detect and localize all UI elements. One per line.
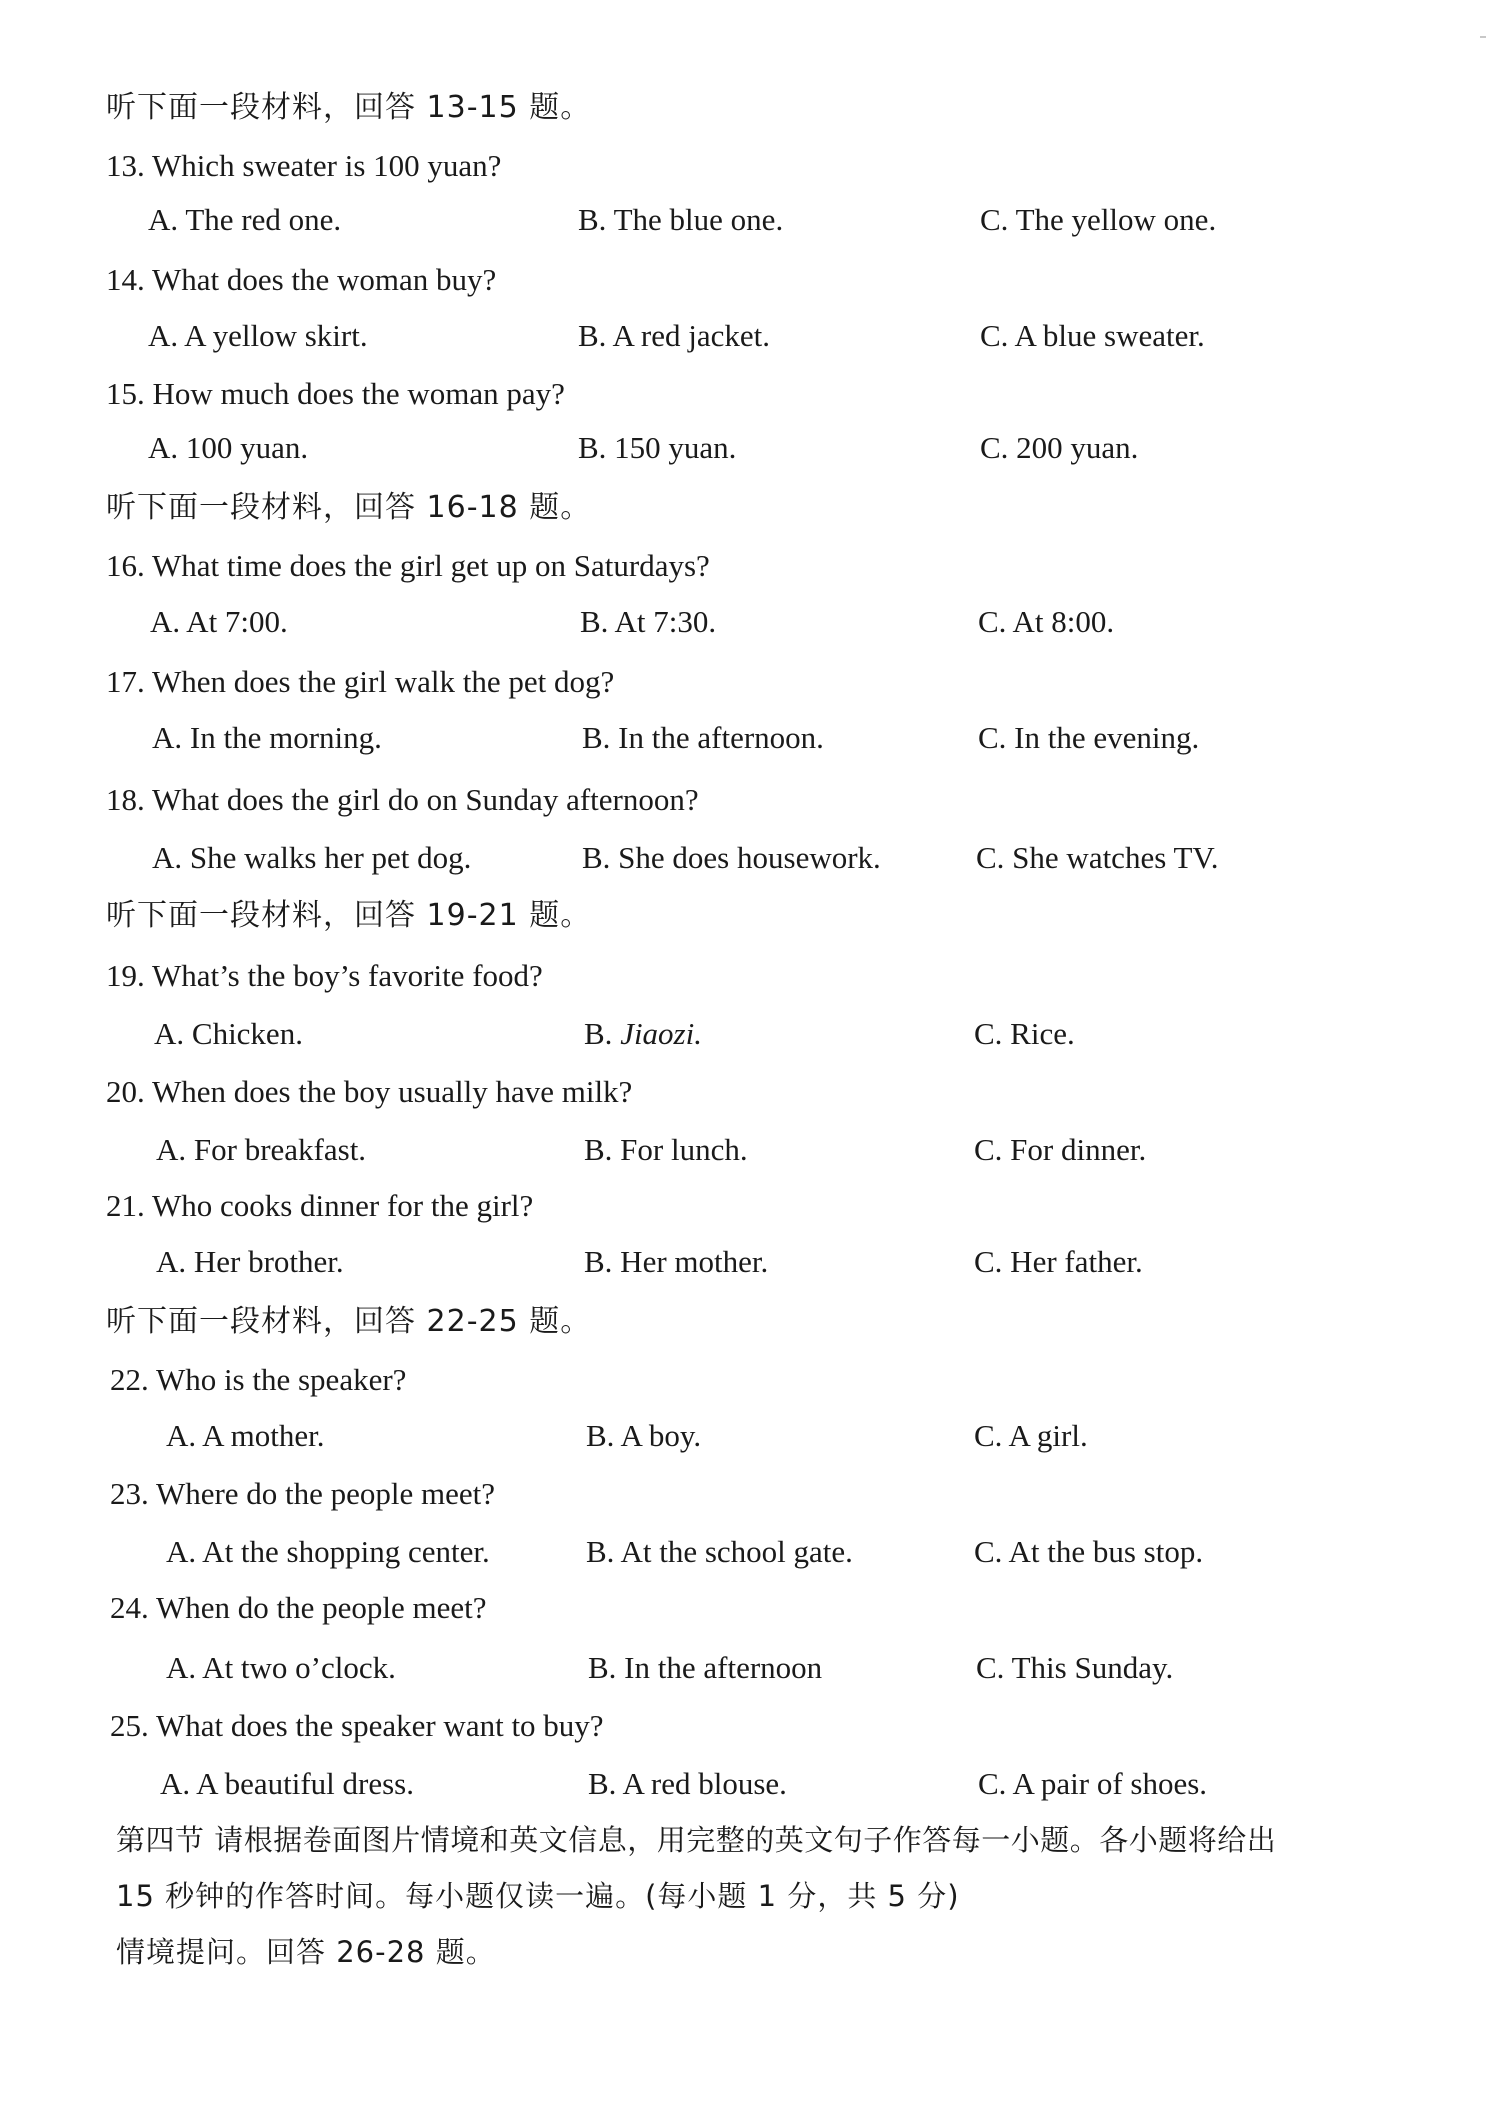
option-21-b: B. Her mother. (584, 1244, 769, 1279)
option-13-c: C. The yellow one. (980, 202, 1217, 237)
option-20-b: B. For lunch. (584, 1132, 748, 1167)
option-24-b: B. In the afternoon (588, 1650, 823, 1685)
option-19-c: C. Rice. (974, 1016, 1075, 1051)
question-16: 16. What time does the girl get up on Saturdays? (106, 548, 710, 583)
option-17-a: A. In the morning. (152, 720, 382, 755)
option-18-b: B. She does housework. (582, 840, 881, 875)
option-25-a: A. A beautiful dress. (160, 1766, 414, 1801)
option-14-c: C. A blue sweater. (980, 318, 1205, 353)
option-25-c: C. A pair of shoes. (978, 1766, 1208, 1801)
option-23-a: A. At the shopping center. (166, 1534, 490, 1569)
section4-instruction-line2: 15 秒钟的作答时间。每小题仅读一遍。(每小题 1 分，共 5 分) (116, 1879, 960, 1913)
section-intro-16-18: 听下面一段材料，回答 16-18 题。 (106, 490, 592, 525)
option-17-b: B. In the afternoon. (582, 720, 824, 755)
option-16-c: C. At 8:00. (978, 604, 1115, 639)
option-24-c: C. This Sunday. (976, 1650, 1174, 1685)
option-19-b-letter: B. (584, 1016, 621, 1051)
option-15-a: A. 100 yuan. (148, 430, 309, 465)
option-20-a: A. For breakfast. (156, 1132, 367, 1167)
question-17: 17. When does the girl walk the pet dog? (106, 664, 615, 699)
option-21-a: A. Her brother. (156, 1244, 344, 1279)
option-14-a: A. A yellow skirt. (148, 318, 368, 353)
question-14: 14. What does the woman buy? (106, 262, 497, 297)
question-20: 20. When does the boy usually have milk? (106, 1074, 633, 1109)
question-19: 19. What’s the boy’s favorite food? (106, 958, 543, 993)
section-intro-13-15: 听下面一段材料，回答 13-15 题。 (106, 90, 592, 125)
option-17-c: C. In the evening. (978, 720, 1200, 755)
question-15: 15. How much does the woman pay? (106, 376, 565, 411)
question-25: 25. What does the speaker want to buy? (110, 1708, 604, 1743)
question-13: 13. Which sweater is 100 yuan? (106, 148, 502, 183)
question-24: 24. When do the people meet? (110, 1590, 487, 1625)
option-25-b: B. A red blouse. (588, 1766, 787, 1801)
page-edge-mark (1480, 36, 1486, 38)
option-13-b: B. The blue one. (578, 202, 784, 237)
option-21-c: C. Her father. (974, 1244, 1143, 1279)
option-22-c: C. A girl. (974, 1418, 1088, 1453)
option-15-c: C. 200 yuan. (980, 430, 1139, 465)
option-23-c: C. At the bus stop. (974, 1534, 1204, 1569)
option-19-b (584, 1014, 702, 1054)
option-19-b-text: Jiaozi. (620, 1016, 702, 1051)
section4-instruction-line1: 第四节 请根据卷面图片情境和英文信息，用完整的英文句子作答每一小题。各小题将给出 (116, 1823, 1277, 1857)
option-18-a: A. She walks her pet dog. (152, 840, 472, 875)
option-22-a: A. A mother. (166, 1418, 325, 1453)
question-18: 18. What does the girl do on Sunday afternoon? (106, 782, 699, 817)
section-intro-22-25: 听下面一段材料，回答 22-25 题。 (106, 1304, 592, 1339)
option-15-b: B. 150 yuan. (578, 430, 737, 465)
option-23-b: B. At the school gate. (586, 1534, 853, 1569)
section4-subheading: 情境提问。回答 26-28 题。 (116, 1935, 496, 1969)
option-22-b: B. A boy. (586, 1418, 702, 1453)
section-intro-19-21: 听下面一段材料，回答 19-21 题。 (106, 898, 592, 933)
question-21: 21. Who cooks dinner for the girl? (106, 1188, 534, 1223)
option-19-a: A. Chicken. (154, 1016, 303, 1051)
option-13-a: A. The red one. (148, 202, 342, 237)
option-16-a: A. At 7:00. (150, 604, 288, 639)
option-16-b: B. At 7:30. (580, 604, 717, 639)
option-14-b: B. A red jacket. (578, 318, 770, 353)
option-24-a: A. At two o’clock. (166, 1650, 396, 1685)
question-23: 23. Where do the people meet? (110, 1476, 496, 1511)
option-18-c: C. She watches TV. (976, 840, 1219, 875)
question-22: 22. Who is the speaker? (110, 1362, 407, 1397)
option-20-c: C. For dinner. (974, 1132, 1147, 1167)
